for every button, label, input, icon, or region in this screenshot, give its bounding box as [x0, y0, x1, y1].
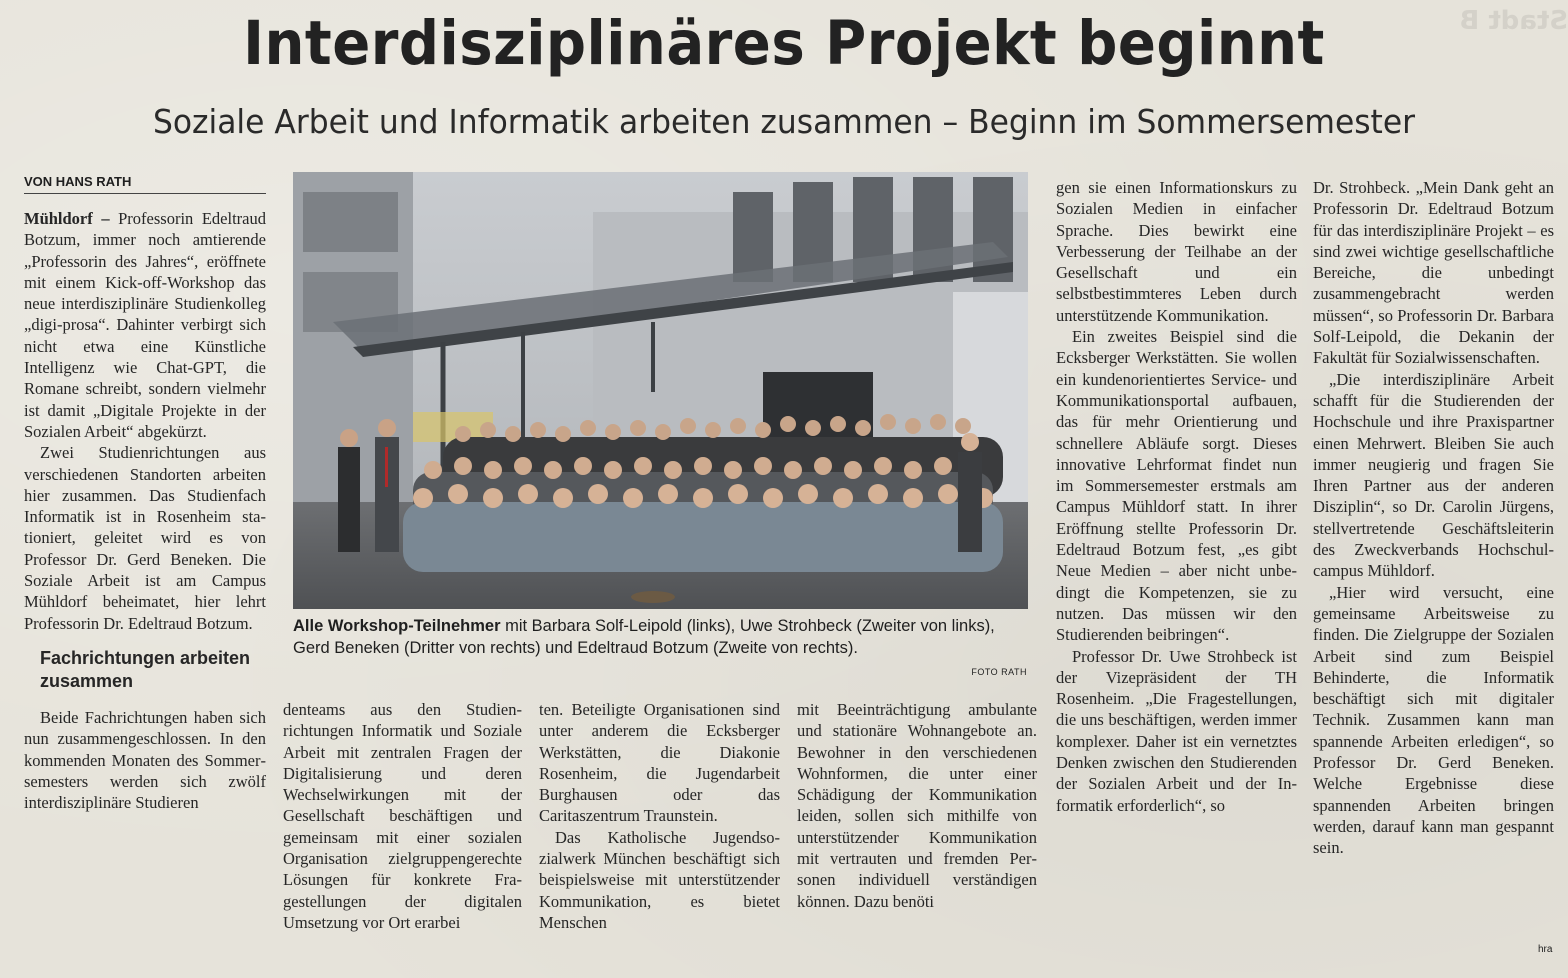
- paragraph: Das Katholische Jugendsozialwerk München beschäftigt sich beispielsweise mit unterstützender Kommunikation, es bietet Menschen: [539, 827, 780, 932]
- paragraph: mit Beeinträchtigung ambulante und stationäre Wohnangebote an. Bewohner in den verschiedenen Wohnformen, die unter einer Schädigung der Kommunikation leiden, sollen sich mithilfe von unterstützender Kommunikation mit vertrauten und fremden Personen individuell verständigen können. Dazu benöti: [797, 700, 1037, 911]
- group-photo: [293, 172, 1028, 609]
- photo-credit: FOTO RATH: [971, 667, 1027, 677]
- group-photo-illustration: [293, 172, 1028, 609]
- paragraph: Zwei Studienrichtungen aus verschiedenen Standorten arbeiten hier zusammen. Das Studienfach Informatik ist in Rosenheim stationiert, geleitet wird es von Professor Dr. Gerd Beneken. Die Soziale Arbeit ist am Campus Mühldorf beheimatet, hier lehrt Professorin Dr. Edeltraud Botzum.: [24, 443, 266, 633]
- paragraph: gen sie einen Informationskurs zu Sozialen Medien in einfacher Sprache. Dies bewirkt eine Verbesserung der Teilhabe an der Gesellschaft und ein selbstbestimmteres Leben durch unterstützende Kommunikation.: [1056, 178, 1297, 325]
- caption-lead: Alle Workshop-Teilnehmer: [293, 617, 501, 635]
- paragraph: [24, 208, 266, 442]
- article-column-4: [797, 699, 1037, 912]
- author-signoff: hra: [1538, 944, 1553, 955]
- caption-text: mit Barbara Solf-Leipold (links), Uwe Strohbeck (Zweiter von links), Gerd Beneken (Dritter von rechts) und Edeltraud Botzum (Zweite von rechts).: [293, 617, 995, 657]
- article-column-6: [1313, 177, 1554, 859]
- dateline: Mühldorf –: [24, 209, 110, 228]
- paragraph: Professor Dr. Uwe Strohbeck ist der Vizepräsident der TH Rosenheim. „Die Fragestellungen, die uns beschäftigen, werden immer komplexer. Daher ist ein vernetztes Denken zwischen den Studierenden der Sozialen Arbeit und der Informatik erforderlich“, so: [1056, 646, 1297, 815]
- paragraph: „Die interdisziplinäre Arbeit schafft für die Studierenden der Hochschule und ihre Praxispartner einen Mehrwert. Bleiben Sie auch immer neugierig und fragen Sie Ihren Partner aus der anderen Disziplin“, so Dr. Carolin Jürgens, stellvertretende Geschäftsleiterin des Zweckverbands Hochschulcampus Mühldorf.: [1313, 369, 1554, 581]
- bleed-through-text: Stadt B: [1459, 6, 1568, 36]
- article-column-5: [1056, 177, 1297, 816]
- paragraph: Beide Fachrichtungen haben sich nun zusammengeschlossen. In den kommenden Monaten des Sommersemesters werden sich zwölf interdisziplinäre Studieren: [24, 707, 266, 813]
- photo-caption: [293, 616, 1028, 659]
- article-column-3: [539, 699, 780, 933]
- paragraph: Ein zweites Beispiel sind die Ecksberger Werkstätten. Sie wollen ein kundenorientiertes Service- und Kommunikationsportal aufbauen, das für mehr Orientierung und schnellere Abläufe sorgt. Dieses innovative Lehrformat findet nun im Sommersemester erstmals am Campus Mühldorf statt. In ihrer Eröffnung stellte Professorin Dr. Edeltraud Botzum fest, „es gibt Neue Medien – aber nicht unbedingt die Kompetenzen, sie zu nutzen. Das müssen wir den Studierenden beibringen“.: [1056, 327, 1297, 645]
- section-subheading: Fachrichtungen arbeiten zusammen: [40, 647, 251, 691]
- paragraph: denteams aus den Studienrichtungen Informatik und Soziale Arbeit mit zentralen Fragen der Digitalisierung und deren Wechselwirkungen mit der Gesellschaft beschäftigen und gemeinsam mit einer sozialen Organisation zielgruppengerechte Lösungen für konkrete Fragestellungen der digitalen Umsetzung vor Ort erarbei: [283, 700, 522, 932]
- article-column-1: [24, 208, 266, 813]
- headline: Interdisziplinäres Projekt beginnt: [243, 8, 1325, 79]
- subheadline: Soziale Arbeit und Informatik arbeiten zusammen – Beginn im Sommersemester: [152, 102, 1416, 141]
- paragraph: ten. Beteiligte Organisationen sind unter anderem die Ecksberger Werkstätten, die Diakonie Rosenheim, die Jugendarbeit Burghausen oder das Caritaszentrum Traunstein.: [539, 700, 780, 826]
- paragraph: „Hier wird versucht, eine gemeinsame Arbeitsweise zu finden. Die Zielgruppe der Sozialen Arbeit sind zum Beispiel Behinderte, die Informatik beschäftigt sich mit digitaler Technik. Zusammen kann man spannende Arbeiten erledigen“, so Professor Dr. Gerd Beneken. Welche Ergebnisse diese spannenden Arbeiten bringen werden, darauf kann man gespannt sein.: [1313, 582, 1554, 858]
- article-column-2: [283, 699, 522, 933]
- byline: VON HANS RATH: [24, 174, 266, 194]
- paragraph: Dr. Strohbeck. „Mein Dank geht an Professorin Dr. Edeltraud Botzum für das interdisziplinäre Projekt – es sind zwei wichtige gesellschaftliche Bereiche, die unbedingt zusammengebracht werden müssen“, so Professorin Dr. Barbara Solf-Leipold, die Dekanin der Fakultät für Sozialwissenschaften.: [1313, 178, 1554, 368]
- paragraph-text: Professorin Edeltraud Botzum, immer noch amtierende „Professorin des Jahres“, eröffnete mit einem Kick-off-Workshop das neue interdisziplinäre Studienkolleg „digi-prosa“. Dahinter verbirgt sich nicht etwa eine Künstliche Intelligenz wie Chat-GPT, die Romane schreibt, sondern vielmehr ist damit „Digitale Projekte in der Sozialen Arbeit“ abgekürzt.: [24, 209, 266, 441]
